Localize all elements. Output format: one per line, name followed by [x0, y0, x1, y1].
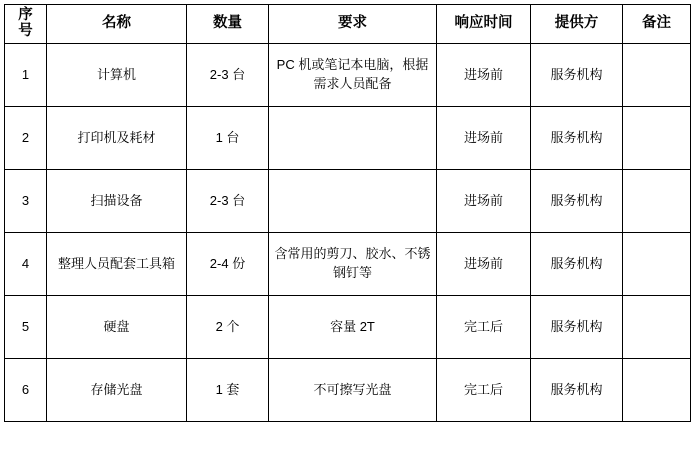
column-header-provider: 提供方 — [531, 5, 623, 44]
cell-time: 完工后 — [437, 296, 531, 359]
cell-qty: 2 个 — [187, 296, 269, 359]
table-body — [5, 44, 691, 422]
cell-remark — [623, 359, 691, 422]
column-header-time: 响应时间 — [437, 5, 531, 44]
cell-seq: 5 — [5, 296, 47, 359]
cell-req — [269, 107, 437, 170]
cell-seq: 6 — [5, 359, 47, 422]
cell-req: 容量 2T — [269, 296, 437, 359]
cell-remark — [623, 170, 691, 233]
cell-name: 存储光盘 — [47, 359, 187, 422]
cell-time: 完工后 — [437, 359, 531, 422]
column-header-name: 名称 — [47, 5, 187, 44]
column-header-seq-line2: 号 — [18, 23, 33, 39]
cell-remark — [623, 44, 691, 107]
cell-req: 不可擦写光盘 — [269, 359, 437, 422]
table-header-row — [5, 5, 691, 44]
cell-provider: 服务机构 — [531, 44, 623, 107]
cell-time: 进场前 — [437, 107, 531, 170]
table-row — [5, 170, 691, 233]
cell-qty: 1 台 — [187, 107, 269, 170]
cell-time: 进场前 — [437, 44, 531, 107]
cell-provider: 服务机构 — [531, 170, 623, 233]
column-header-remark: 备注 — [623, 5, 691, 44]
cell-name: 整理人员配套工具箱 — [47, 233, 187, 296]
table-row — [5, 44, 691, 107]
cell-qty: 2-3 台 — [187, 170, 269, 233]
cell-seq: 1 — [5, 44, 47, 107]
column-header-req: 要求 — [269, 5, 437, 44]
cell-remark — [623, 233, 691, 296]
cell-name: 扫描设备 — [47, 170, 187, 233]
cell-provider: 服务机构 — [531, 107, 623, 170]
column-header-seq — [5, 5, 47, 44]
cell-req — [269, 170, 437, 233]
cell-qty: 2-4 份 — [187, 233, 269, 296]
cell-provider: 服务机构 — [531, 233, 623, 296]
column-header-seq-line1: 序 — [18, 7, 33, 24]
equipment-requirements-table — [4, 4, 691, 422]
table-header — [5, 5, 691, 44]
cell-provider: 服务机构 — [531, 296, 623, 359]
cell-qty: 1 套 — [187, 359, 269, 422]
cell-name: 硬盘 — [47, 296, 187, 359]
cell-remark — [623, 296, 691, 359]
cell-remark — [623, 107, 691, 170]
table-row — [5, 359, 691, 422]
table-row — [5, 233, 691, 296]
cell-time: 进场前 — [437, 233, 531, 296]
cell-name: 打印机及耗材 — [47, 107, 187, 170]
table-row — [5, 296, 691, 359]
cell-req: PC 机或笔记本电脑，根据需求人员配备 — [269, 44, 437, 107]
cell-seq: 4 — [5, 233, 47, 296]
cell-time: 进场前 — [437, 170, 531, 233]
cell-name: 计算机 — [47, 44, 187, 107]
column-header-qty: 数量 — [187, 5, 269, 44]
table-row — [5, 107, 691, 170]
cell-seq: 2 — [5, 107, 47, 170]
cell-req: 含常用的剪刀、胶水、不锈钢钉等 — [269, 233, 437, 296]
cell-seq: 3 — [5, 170, 47, 233]
cell-qty: 2-3 台 — [187, 44, 269, 107]
cell-provider: 服务机构 — [531, 359, 623, 422]
